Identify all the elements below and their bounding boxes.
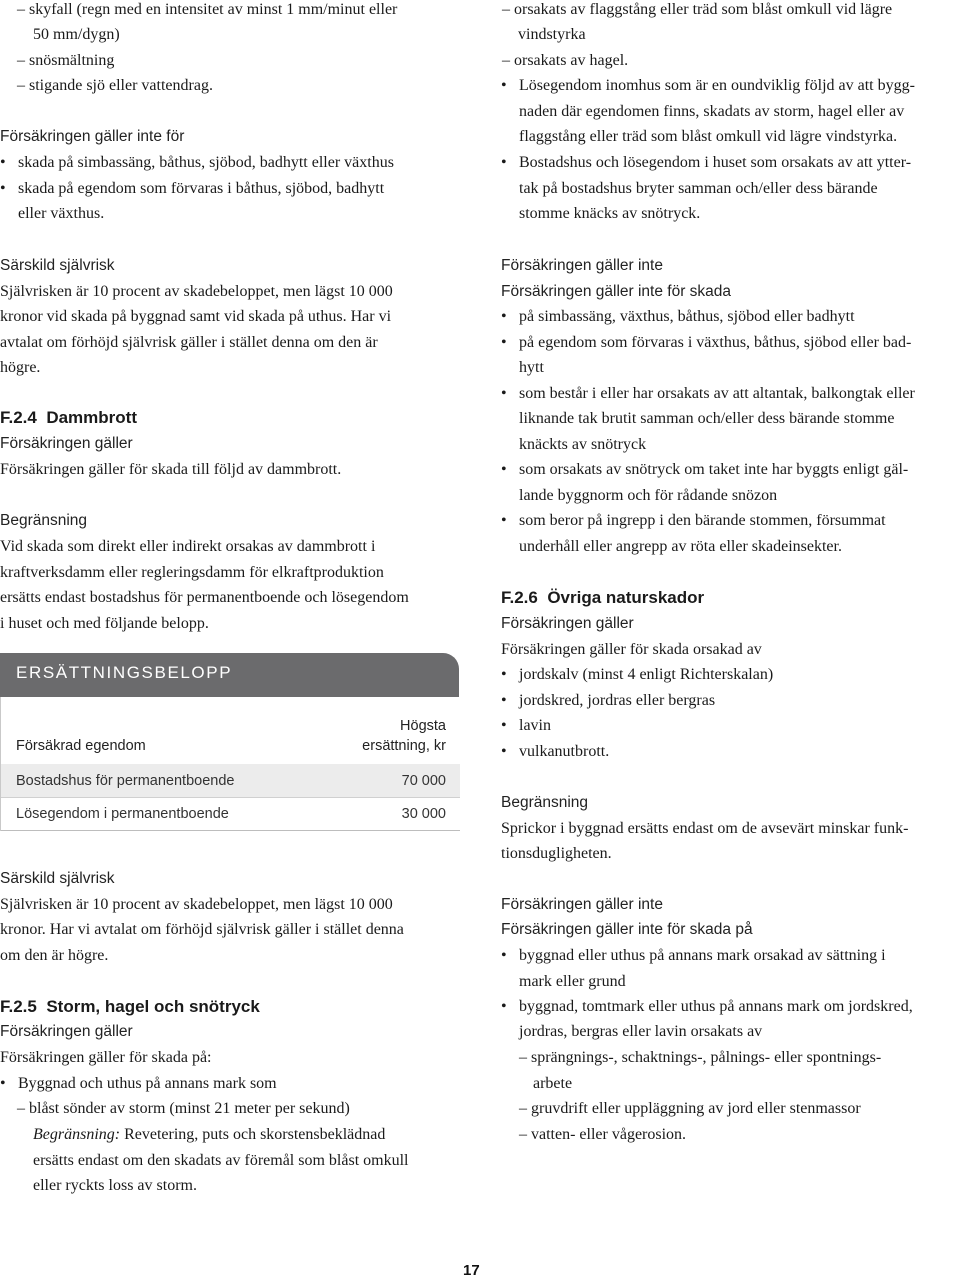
column-header-max-b: ersättning, kr	[362, 738, 446, 754]
section-number: F.2.5	[0, 997, 37, 1016]
bullet-item-pool: skada på simbassäng, båthus, sjöbod, badhytt eller växthus	[18, 154, 394, 171]
column-header-property: Försäkrad egendom	[16, 738, 146, 754]
bullet-glyph: •	[501, 666, 507, 683]
heading-special-deductible: Särskild självrisk	[0, 870, 115, 887]
table-cell-value: 30 000	[401, 806, 446, 822]
dash-item-rising-water: – stigande sjö eller vattendrag.	[17, 77, 213, 94]
bullet-glyph: •	[501, 385, 507, 402]
bullet-item-snow-load-cont: stomme knäcks av snötryck.	[519, 205, 701, 222]
bullet-item-landslide-cause: byggnad, tomtmark eller uthus på annans mark om jordskred,	[519, 998, 913, 1015]
section-heading-f24	[0, 405, 137, 431]
dash-item-storm-limitation	[33, 1122, 385, 1148]
bullet-item-volcano: vulkanutbrott.	[519, 743, 610, 760]
table-cell-label: Lösegendom i permanentboende	[16, 806, 229, 822]
bullet-glyph: •	[501, 743, 507, 760]
paragraph-limitation-line: kraftverksdamm eller regleringsdamm för elkraftproduktion	[0, 564, 384, 581]
paragraph-coverage: Försäkringen gäller för skada orsakad av	[501, 641, 762, 658]
section-title: Dammbrott	[46, 408, 137, 427]
bullet-glyph: •	[501, 512, 507, 529]
bullet-item-subsidence-cont: mark eller grund	[519, 973, 626, 990]
paragraph-limitation-line: tionsdugligheten.	[501, 845, 612, 862]
dash-item-storm: – blåst sönder av storm (minst 21 meter per sekund)	[17, 1100, 350, 1117]
heading-limitation: Begränsning	[501, 794, 589, 811]
bullet-glyph: •	[501, 154, 507, 171]
bullet-item-storage: skada på egendom som förvaras i båthus, sjöbod, badhytt	[18, 180, 385, 197]
page-number: 17	[463, 1262, 480, 1279]
bullet-item-maintenance: som beror på ingrepp i den bärande stommen, försummat	[519, 512, 886, 529]
dash-item-flagpole-cont: vindstyrka	[518, 26, 586, 43]
dash-item-mining: – gruvdrift eller uppläggning av jord eller stenmassor	[519, 1100, 861, 1117]
paragraph-deductible-line: avtalat om förhöjd självrisk gäller i stället denna om den är	[0, 334, 378, 351]
bullet-item-storage: på egendom som förvaras i växthus, båthus, sjöbod eller bad-	[519, 334, 912, 351]
dash-item-snowmelt: – snösmältning	[17, 52, 115, 69]
bullet-glyph: •	[501, 461, 507, 478]
bullet-glyph: •	[501, 77, 507, 94]
table-cell-value: 70 000	[401, 773, 446, 789]
table-bottom-rule	[1, 830, 460, 831]
bullet-item-maintenance-cont: underhåll eller angrepp av röta eller skadeinsekter.	[519, 538, 842, 555]
bullet-glyph: •	[501, 692, 507, 709]
paragraph-deductible-line: högre.	[0, 359, 41, 376]
section-title: Storm, hagel och snötryck	[46, 997, 260, 1016]
bullet-glyph: •	[0, 154, 6, 171]
bullet-item-building-code-cont: lande byggnorm och för rådande snözon	[519, 487, 778, 504]
bullet-item-buildings: Byggnad och uthus på annans mark som	[18, 1075, 277, 1092]
column-header-max-a: Högsta	[400, 718, 446, 734]
paragraph-deductible-line: Självrisken är 10 procent av skadebeloppet, men lägst 10 000	[0, 896, 393, 913]
paragraph-limitation-line: Vid skada som direkt eller indirekt orsakas av dammbrott i	[0, 538, 376, 555]
paragraph-coverage: Försäkringen gäller för skada till följd av dammbrott.	[0, 461, 342, 478]
section-heading-f25	[0, 994, 260, 1020]
dash-item-storm-cont: ersätts endast om den skadats av föremål som blåst omkull	[33, 1152, 409, 1169]
dash-item-erosion: – vatten- eller vågerosion.	[519, 1126, 687, 1143]
limitation-text: Revetering, puts och skorstensbeklädnad	[120, 1126, 386, 1143]
paragraph-limitation-line: Sprickor i byggnad ersätts endast om de avsevärt minskar funk-	[501, 820, 909, 837]
bullet-item-snow-load: Bostadshus och lösegendom i huset som orsakats av att ytter-	[519, 154, 912, 171]
bullet-glyph: •	[0, 1075, 6, 1092]
bullet-item-earthquake: jordskalv (minst 4 enligt Richterskalan)	[519, 666, 774, 683]
section-number: F.2.4	[0, 408, 37, 427]
bullet-glyph: •	[501, 947, 507, 964]
paragraph-deductible-line: om den är högre.	[0, 947, 109, 964]
paragraph-limitation-line: ersätts endast bostadshus för permanentboende och lösegendom	[0, 589, 409, 606]
bullet-glyph: •	[501, 998, 507, 1015]
bullet-glyph: •	[0, 180, 6, 197]
bullet-item-contents: Lösegendom inomhus som är en oundviklig följd av att bygg-	[519, 77, 915, 94]
paragraph-coverage: Försäkringen gäller för skada på:	[0, 1049, 212, 1066]
paragraph-deductible-line: kronor vid skada på byggnad samt vid skada på uthus. Har vi	[0, 308, 392, 325]
heading-not-covered: Försäkringen gäller inte	[501, 257, 663, 274]
bullet-item-snow-load-cont: tak på bostadshus bryter samman och/eller dess bärande	[519, 180, 878, 197]
section-heading-f26	[501, 585, 704, 611]
dash-item-blasting: – sprängnings-, schaktnings-, pålnings- eller spontnings-	[519, 1049, 882, 1066]
heading-not-covered-for-damage: Försäkringen gäller inte för skada	[501, 283, 732, 300]
bullet-item-building-code: som orsakats av snötryck om taket inte har byggts enligt gäl-	[519, 461, 909, 478]
paragraph-deductible-line: kronor. Har vi avtalat om förhöjd självrisk gäller i stället denna	[0, 921, 404, 938]
heading-coverage: Försäkringen gäller	[0, 435, 133, 452]
bullet-item-landslide-cause-cont: jordras, bergras eller lavin orsakats av	[519, 1023, 763, 1040]
section-title: Övriga naturskador	[547, 588, 705, 607]
dash-item-hail: – orsakats av hagel.	[502, 52, 629, 69]
bullet-item-contents-cont: naden där egendomen finns, skadats av storm, hagel eller av	[519, 103, 905, 120]
bullet-glyph: •	[501, 334, 507, 351]
paragraph-deductible-line: Självrisken är 10 procent av skadebeloppet, men lägst 10 000	[0, 283, 393, 300]
section-number: F.2.6	[501, 588, 538, 607]
bullet-item-roof-collapse-cont: liknande tak brutit samman och/eller dess bärande stomme	[519, 410, 895, 427]
limitation-label: Begränsning:	[33, 1126, 121, 1143]
compensation-table-title: ERSÄTTNINGSBELOPP	[16, 663, 233, 682]
dash-item-rainfall: – skyfall (regn med en intensitet av minst 1 mm/minut eller	[17, 1, 398, 18]
dash-item-blasting-cont: arbete	[533, 1075, 573, 1092]
compensation-table	[0, 653, 459, 831]
dash-item-storm-cont: eller ryckts loss av storm.	[33, 1177, 197, 1194]
compensation-table-header	[0, 653, 459, 697]
bullet-item-landslide: jordskred, jordras eller bergras	[519, 692, 716, 709]
bullet-item-pool: på simbassäng, växthus, båthus, sjöbod eller badhytt	[519, 308, 855, 325]
heading-not-covered-for: Försäkringen gäller inte för	[0, 128, 185, 145]
heading-not-covered: Försäkringen gäller inte	[501, 896, 663, 913]
heading-special-deductible: Särskild självrisk	[0, 257, 115, 274]
bullet-item-storage-cont: eller växthus.	[18, 205, 105, 222]
heading-coverage: Försäkringen gäller	[501, 615, 634, 632]
bullet-glyph: •	[501, 717, 507, 734]
bullet-item-subsidence: byggnad eller uthus på annans mark orsakad av sättning i	[519, 947, 886, 964]
bullet-glyph: •	[501, 308, 507, 325]
bullet-item-avalanche: lavin	[519, 717, 551, 734]
bullet-item-roof-collapse: som består i eller har orsakats av att altantak, balkongtak eller	[519, 385, 915, 402]
heading-not-covered-for-damage: Försäkringen gäller inte för skada på	[501, 921, 753, 938]
dash-item-rainfall-cont: 50 mm/dygn)	[33, 26, 120, 43]
compensation-table-body	[0, 697, 459, 831]
bullet-item-contents-cont: flaggstång eller träd som blåst omkull vid lägre vindstyrka.	[519, 128, 898, 145]
bullet-item-storage-cont: hytt	[519, 359, 544, 376]
heading-limitation: Begränsning	[0, 512, 88, 529]
paragraph-limitation-line: i huset och med följande belopp.	[0, 615, 209, 632]
bullet-item-roof-collapse-cont: knäckts av snötryck	[519, 436, 647, 453]
dash-item-flagpole: – orsakats av flaggstång eller träd som blåst omkull vid lägre	[502, 1, 893, 18]
table-cell-label: Bostadshus för permanentboende	[16, 773, 235, 789]
heading-coverage: Försäkringen gäller	[0, 1023, 133, 1040]
